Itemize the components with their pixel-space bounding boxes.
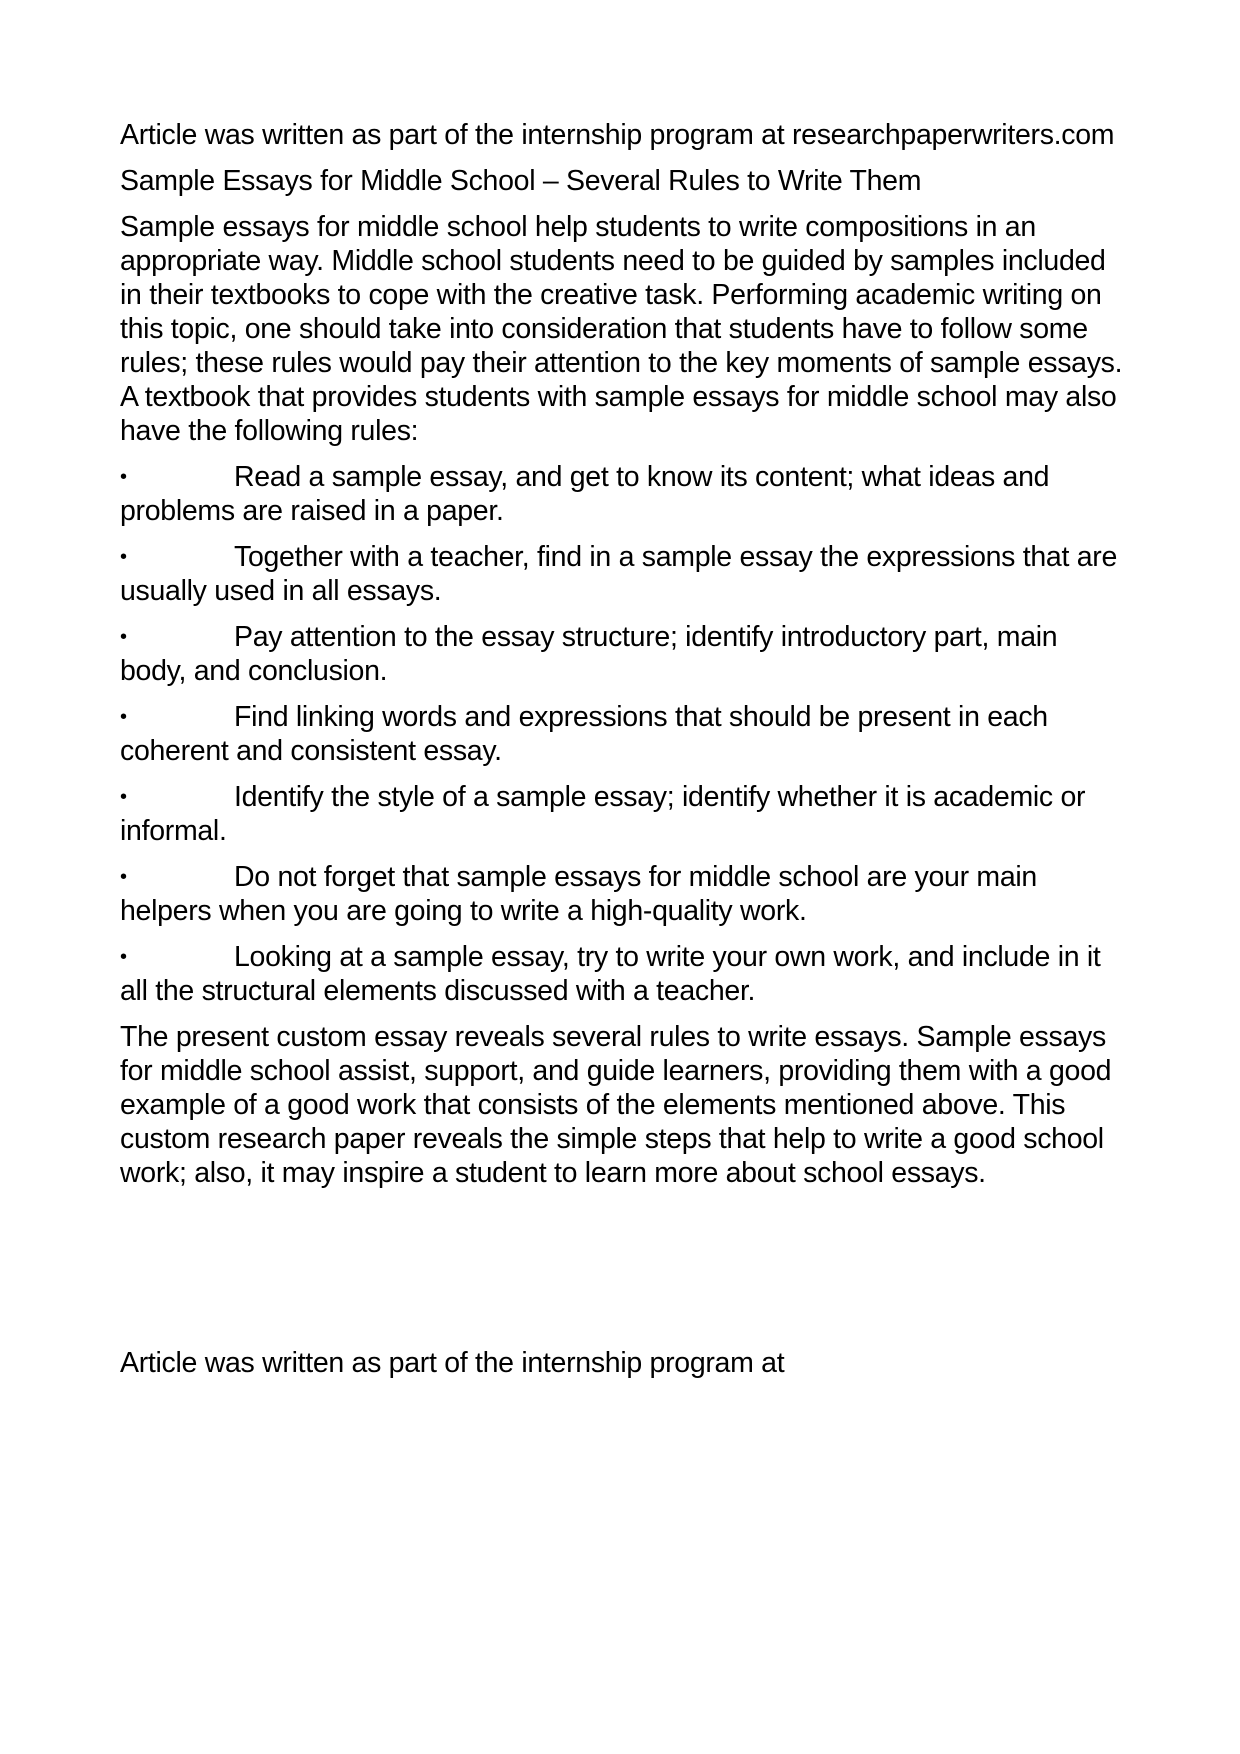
list-item-text: Pay attention to the essay structure; identify introductory part, main body, and conclusion. <box>120 621 1058 687</box>
list-item-text: Looking at a sample essay, try to write your own work, and include in it all the structural elements discussed with a teacher. <box>120 941 1101 1007</box>
list-item <box>120 940 1130 1008</box>
list-item <box>120 620 1130 688</box>
header-note: Article was written as part of the internship program at researchpaperwriters.com <box>120 119 1115 151</box>
list-item <box>120 460 1130 528</box>
bullet-icon: • <box>120 546 127 568</box>
conclusion-paragraph: The present custom essay reveals several rules to write essays. Sample essays for middle school assist, support, and guide learners, providing them with a good example of a good work that consists of the elements mentioned above. This custom research paper reveals the simple steps that help to write a good school work; also, it may inspire a student to learn more about school essays. <box>120 1021 1112 1189</box>
rules-list <box>120 460 1130 1008</box>
list-item-text: Identify the style of a sample essay; identify whether it is academic or informal. <box>120 781 1086 847</box>
bullet-icon: • <box>120 866 127 888</box>
list-item <box>120 540 1130 608</box>
list-item <box>120 780 1130 848</box>
bullet-icon: • <box>120 786 127 808</box>
bullet-icon: • <box>120 626 127 648</box>
list-item-text: Together with a teacher, find in a sample essay the expressions that are usually used in all essays. <box>120 541 1117 607</box>
list-item <box>120 700 1130 768</box>
bullet-icon: • <box>120 706 127 728</box>
bullet-icon: • <box>120 946 127 968</box>
document-title: Sample Essays for Middle School – Several Rules to Write Them <box>120 165 922 197</box>
list-item-text: Read a sample essay, and get to know its content; what ideas and problems are raised in a paper. <box>120 461 1050 527</box>
list-item-text: Find linking words and expressions that should be present in each coherent and consistent essay. <box>120 701 1048 767</box>
list-item-text: Do not forget that sample essays for middle school are your main helpers when you are going to write a high-quality work. <box>120 861 1037 927</box>
list-item <box>120 860 1130 928</box>
intro-paragraph: Sample essays for middle school help students to write compositions in an appropriate way. Middle school students need to be guided by samples included in their textbooks to cope with the creative task. Performing academic writing on this topic, one should take into consideration that students have to follow some rules; these rules would pay their attention to the key moments of sample essays. A textbook that provides students with sample essays for middle school may also have the following rules: <box>120 211 1123 447</box>
bullet-icon: • <box>120 466 127 488</box>
document-body <box>120 118 1130 1202</box>
footer-note: Article was written as part of the internship program at <box>120 1346 785 1379</box>
